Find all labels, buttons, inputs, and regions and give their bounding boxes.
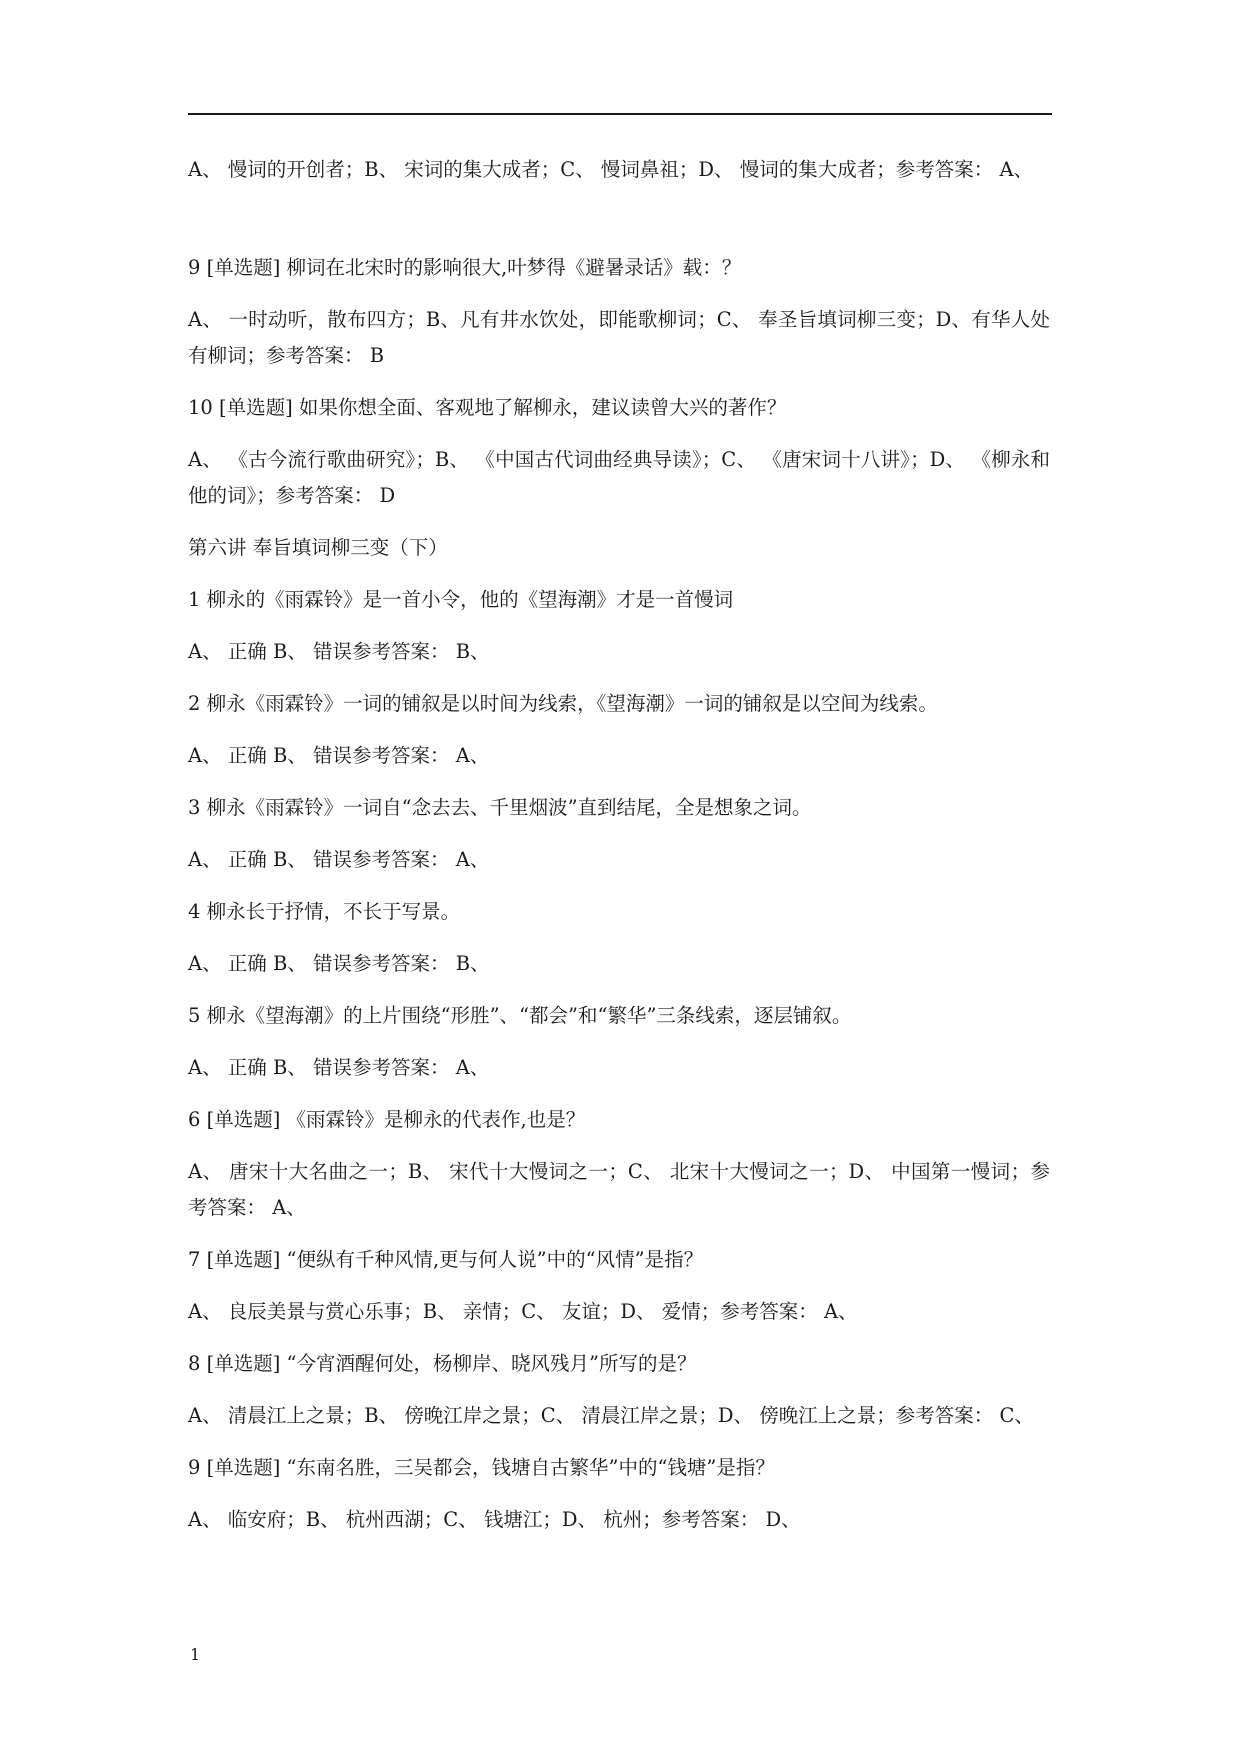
section-heading: 第六讲 奉旨填词柳三变（下） bbox=[188, 536, 448, 559]
question-9b: 9 [单选题] “东南名胜，三吴都会，钱塘自古繁华”中的“钱塘”是指？ bbox=[188, 1456, 775, 1479]
page-number: 1 bbox=[190, 1645, 201, 1664]
question-4: 4 柳永长于抒情，不长于写景。 bbox=[188, 900, 461, 923]
answer-options-q3: A、 正确 B、 错误参考答案： A、 bbox=[188, 848, 490, 871]
answer-options-q8: A、 清晨江上之景；B、 傍晚江岸之景；C、 清晨江岸之景；D、 傍晚江上之景；参考答案： C、 bbox=[188, 1404, 1034, 1427]
answer-options-q4: A、 正确 B、 错误参考答案： B、 bbox=[188, 952, 490, 975]
question-2: 2 柳永《雨霖铃》一词的铺叙是以时间为线索，《望海潮》一词的铺叙是以空间为线索。 bbox=[188, 692, 938, 715]
question-10: 10 [单选题] 如果你想全面、客观地了解柳永，建议读曾大兴的著作？ bbox=[188, 396, 787, 419]
question-9: 9 [单选题] 柳词在北宋时的影响很大,叶梦得《避暑录话》载：？ bbox=[188, 256, 742, 279]
answer-options-q9: A、 一时动听，散布四方；B、凡有井水饮处，即能歌柳词；C、 奉圣旨填词柳三变；D、有华人处有柳词；参考答案： B bbox=[188, 308, 1050, 367]
question-1: 1 柳永的《雨霖铃》是一首小令，他的《望海潮》才是一首慢词 bbox=[188, 588, 734, 611]
answer-options-q1: A、 正确 B、 错误参考答案： B、 bbox=[188, 640, 490, 663]
question-5: 5 柳永《望海潮》的上片围绕“形胜”、“都会”和“繁华”三条线索，逐层铺叙。 bbox=[188, 1004, 852, 1027]
document-body bbox=[188, 152, 1050, 1554]
question-8: 8 [单选题] “今宵酒醒何处，杨柳岸、晓风残月”所写的是？ bbox=[188, 1352, 697, 1375]
answer-options-q8-prev: A、 慢词的开创者；B、 宋词的集大成者；C、 慢词鼻祖；D、 慢词的集大成者；参考答案： A、 bbox=[188, 158, 1034, 181]
answer-options-q2: A、 正确 B、 错误参考答案： A、 bbox=[188, 744, 490, 767]
answer-options-q7: A、 良辰美景与赏心乐事；B、 亲情；C、 友谊；D、 爱情；参考答案： A、 bbox=[188, 1300, 858, 1323]
answer-options-q6: A、 唐宋十大名曲之一；B、 宋代十大慢词之一；C、 北宋十大慢词之一；D、 中国第一慢词；参考答案： A、 bbox=[188, 1160, 1050, 1219]
answer-options-q5: A、 正确 B、 错误参考答案： A、 bbox=[188, 1056, 490, 1079]
question-6: 6 [单选题] 《雨霖铃》是柳永的代表作,也是？ bbox=[188, 1108, 586, 1131]
answer-options-q9b: A、 临安府；B、 杭州西湖；C、 钱塘江；D、 杭州；参考答案： D、 bbox=[188, 1508, 801, 1531]
header-rule bbox=[188, 113, 1052, 115]
question-3: 3 柳永《雨霖铃》一词自“念去去、千里烟波”直到结尾，全是想象之词。 bbox=[188, 796, 812, 819]
question-7: 7 [单选题] “便纵有千种风情,更与何人说”中的“风情”是指？ bbox=[188, 1248, 704, 1271]
answer-options-q10: A、 《古今流行歌曲研究》；B、 《中国古代词曲经典导读》；C、 《唐宋词十八讲》；D、 《柳永和他的词》；参考答案： D bbox=[188, 448, 1050, 507]
